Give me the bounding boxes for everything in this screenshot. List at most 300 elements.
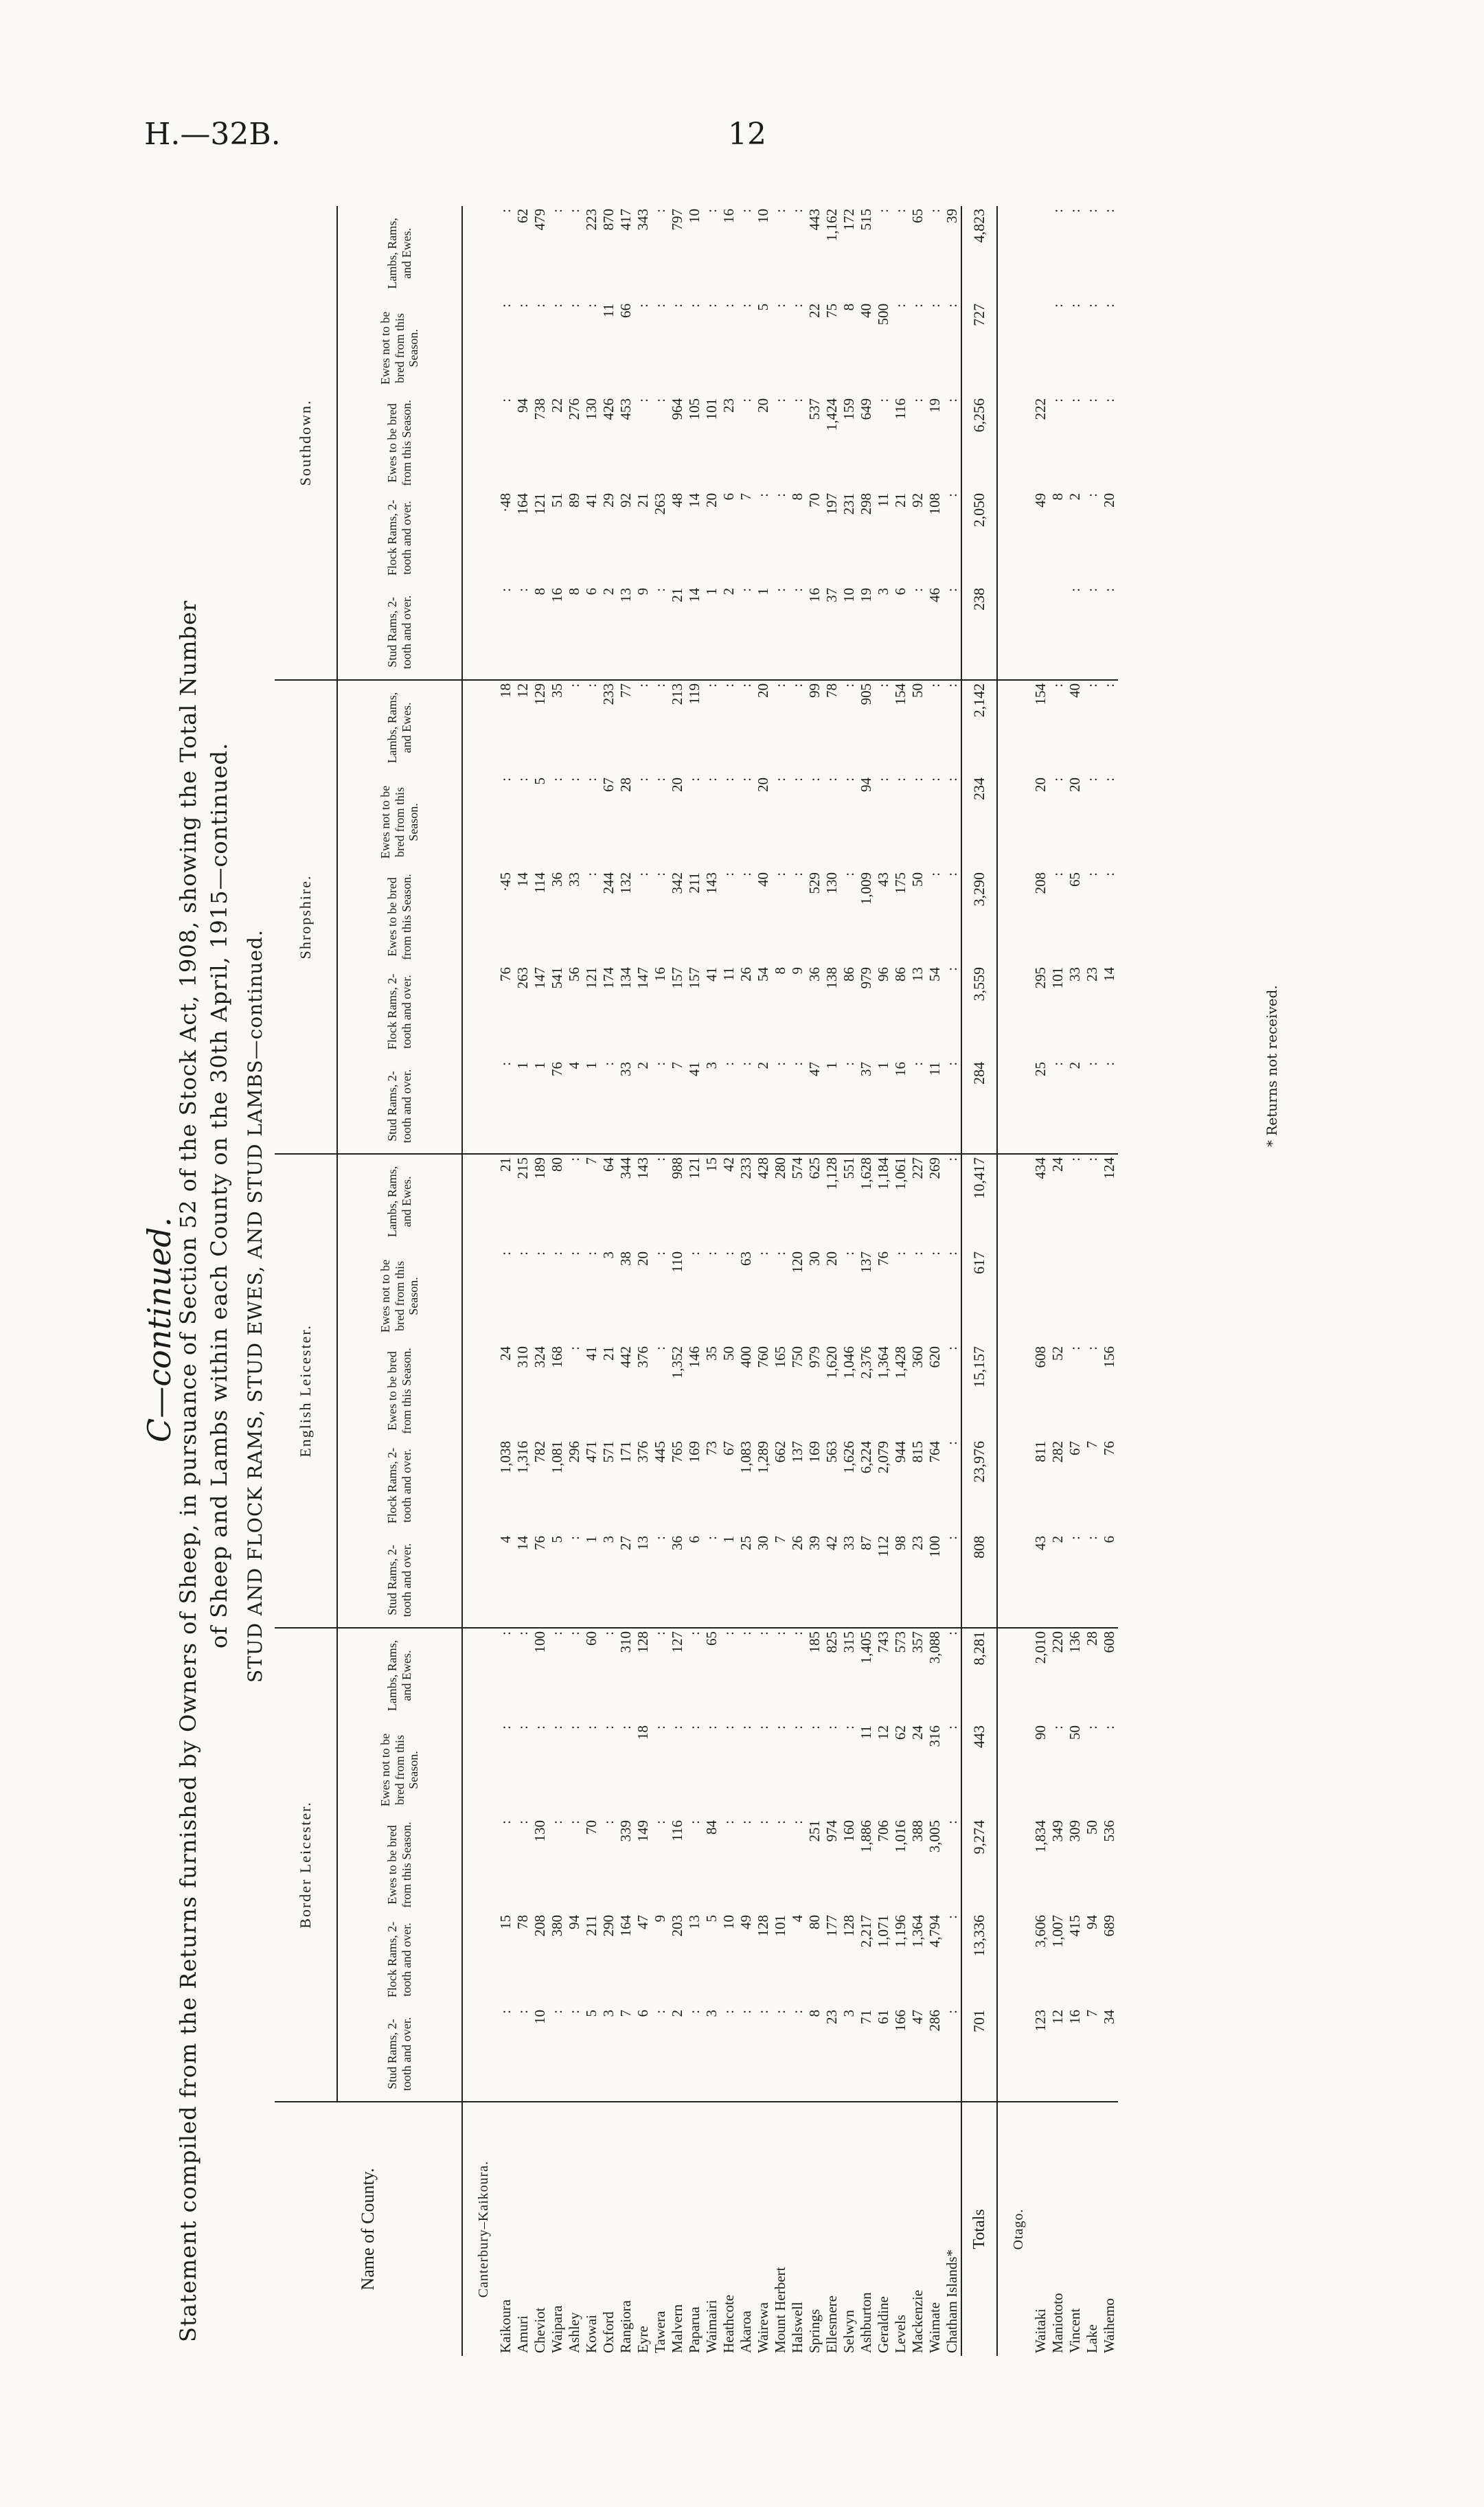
value-cell: 143 [703,872,720,894]
value-cell: 9,274 [961,1817,997,1912]
value-cell: 964 [669,398,685,420]
empty-cell [462,1628,497,1723]
value-cell: : [1084,1157,1100,1161]
table-row [566,206,583,2356]
column-header: Ewes not to be bred from this Season. [337,775,462,870]
value-cell: : [1101,1725,1117,1729]
value-cell [1049,585,1066,680]
value-cell: : [841,1251,857,1256]
empty-cell [462,1723,497,1817]
value-cell: : [841,683,857,688]
value-cell: : [703,303,720,308]
value-cell: 738 [532,398,548,420]
value-cell: 56 [566,966,582,982]
value-cell: : [720,303,737,308]
value-cell: 25 [1032,1059,1049,1154]
value-cell: 21 [669,585,686,680]
value-cell: 203 [669,1915,685,1937]
value-cell: 143 [635,1157,651,1179]
value-cell: : [514,2007,532,2102]
value-cell: 295 [1032,966,1049,989]
value-cell: 15 [497,1915,514,1929]
value-cell: 23 [909,1533,926,1628]
county-name: Amuri [514,2315,531,2353]
value-cell: 208 [1032,872,1049,894]
value-cell: 8 [789,492,806,501]
empty-cell [462,1343,497,1438]
county-name: Wairewa [755,2302,771,2353]
value-cell: 70 [806,492,823,508]
value-cell: : [789,1820,806,1824]
county-name: Mackenzie [909,2289,926,2353]
value-cell: : [566,777,582,782]
value-cell: : [497,777,514,782]
table-row [926,206,944,2356]
value-cell: 10 [755,208,771,223]
value-cell: : [720,1251,737,1256]
value-cell: 14 [514,872,531,887]
value-cell: 65 [703,1631,720,1646]
value-cell: 13 [635,1533,652,1628]
statement-subtitle: STUD AND FLOCK RAMS, STUD EWES, AND STUD LAMBS—continued. [244,929,266,1683]
value-cell: 11 [858,1725,874,1740]
value-cell: 156 [1101,1346,1117,1368]
value-cell: : [926,208,943,213]
value-cell: 453 [617,398,634,420]
value-cell: 38 [617,1251,634,1266]
value-cell: : [772,683,788,688]
value-cell: 154 [892,683,909,705]
value-cell: 50 [1066,1725,1083,1740]
value-cell: 86 [892,966,909,982]
value-cell: 25 [738,1533,755,1628]
county-name: Levels [892,2315,909,2353]
value-cell: 40 [755,872,771,887]
page-number: 12 [728,117,766,152]
value-cell: : [497,1631,514,1635]
value-cell: 376 [635,1440,651,1463]
value-cell: 625 [806,1157,823,1179]
value-cell: 40 [858,303,874,318]
value-cell: 536 [1101,1820,1117,1842]
value-cell: : [686,303,703,308]
value-cell: : [703,1725,720,1729]
empty-cell [462,964,497,1059]
value-cell: : [583,872,600,876]
value-cell: 42 [720,1157,737,1172]
empty-cell [997,1343,1032,1438]
breed-header-southdown: Southdown. [275,206,337,680]
value-cell: : [497,303,514,308]
value-cell: 36 [806,966,823,982]
value-cell: 48 [669,492,685,508]
value-cell: 343 [635,208,651,231]
value-cell: : [669,303,685,308]
value-cell: 51 [549,492,565,508]
value-cell: : [652,1820,668,1824]
value-cell: : [909,1251,926,1256]
county-name: Selwyn [841,2310,857,2353]
value-cell: 3 [703,1059,720,1154]
value-cell: 164 [617,1915,634,1937]
table-row [841,206,858,2356]
value-cell: 1,289 [755,1440,771,1474]
column-header: Stud Rams, 2-tooth and over. [337,1533,462,1628]
value-cell: 67 [600,777,617,792]
value-cell: 197 [823,492,840,515]
value-cell: : [1066,1533,1084,1628]
value-cell: 988 [669,1157,685,1179]
value-cell: : [703,1251,720,1256]
empty-cell [462,1912,497,2007]
value-cell: : [755,2007,772,2102]
value-cell: : [600,1059,617,1154]
value-cell: : [738,777,754,782]
value-cell: : [738,1059,755,1154]
value-cell: : [566,683,582,688]
value-cell: 20 [755,683,771,698]
value-cell: 7 [772,1533,789,1628]
value-cell: 782 [532,1440,548,1463]
value-cell: 23 [720,398,737,413]
value-cell: 3 [841,2007,858,2102]
column-header: Ewes not to be bred from this Season. [337,1723,462,1817]
value-cell: 944 [892,1440,909,1463]
value-cell: : [892,303,909,308]
value-cell: : [1066,585,1084,680]
value-cell: 284 [961,1059,997,1154]
value-cell: 662 [772,1440,788,1463]
value-cell: 825 [823,1631,840,1653]
value-cell: 649 [858,398,874,420]
value-cell: : [549,1725,565,1729]
value-cell: 20 [1066,777,1083,792]
value-cell: 7 [617,2007,635,2102]
value-cell: 315 [841,1631,857,1653]
value-cell: 76 [532,1533,549,1628]
value-cell: 479 [532,208,548,231]
value-cell: : [823,1725,840,1729]
value-cell: 76 [497,966,514,982]
value-cell: 324 [532,1346,548,1368]
value-cell: 6 [892,585,909,680]
value-cell: 298 [858,492,874,515]
value-cell: 137 [858,1251,874,1273]
value-cell: 415 [1066,1915,1083,1937]
value-cell: 16 [549,585,566,680]
value-cell: : [738,1631,754,1635]
value-cell: 147 [532,966,548,989]
value-cell: : [549,1820,565,1824]
value-cell: : [652,1251,668,1256]
value-cell: 500 [875,303,891,326]
value-cell: : [926,872,943,876]
value-cell: : [944,872,960,876]
value-cell: : [497,1251,514,1256]
value-cell: 13 [686,1915,703,1929]
value-cell: : [686,1820,703,1824]
value-cell: 92 [909,492,926,508]
value-cell: 227 [909,1157,926,1179]
value-cell: 208 [532,1915,548,1937]
value-cell: 2 [1049,1533,1066,1628]
county-name: Ellesmere [823,2295,840,2353]
value-cell: 7 [583,1157,600,1165]
value-cell: : [841,777,857,782]
value-cell: : [720,2007,738,2102]
value-cell: 551 [841,1157,857,1179]
value-cell: : [600,1631,617,1635]
table-row [1049,206,1066,2356]
value-cell: 1 [583,1059,600,1154]
value-cell: 310 [514,1346,531,1368]
value-cell: 349 [1049,1820,1066,1842]
region-heading: Otago. [1010,2208,1026,2250]
value-cell: 40 [1066,683,1083,698]
value-cell: 215 [514,1157,531,1179]
value-cell: : [772,585,789,680]
value-cell: 64 [600,1157,617,1172]
value-cell: : [789,1059,806,1154]
value-cell: 24 [497,1346,514,1361]
column-header: Ewes to be bred from this Season. [337,870,462,964]
value-cell: : [600,1820,617,1824]
value-cell: : [514,585,532,680]
column-header: Stud Rams, 2-tooth and over. [337,1059,462,1154]
value-cell: : [944,1440,960,1445]
value-cell: 20 [755,398,771,413]
value-cell: : [789,208,806,213]
value-cell: 78 [514,1915,531,1929]
value-cell: 6 [720,492,737,501]
value-cell: 14 [686,585,703,680]
value-cell: 22 [549,398,565,413]
value-cell: 94 [858,777,874,792]
value-cell: : [1066,1157,1083,1161]
value-cell: : [944,683,960,688]
column-header: Lambs, Rams, and Ewes. [337,680,462,775]
value-cell: 12 [875,1725,891,1740]
empty-cell [462,1249,497,1343]
value-cell: : [652,398,668,402]
region-heading: Canterbury–Kaikoura. [475,2160,491,2298]
value-cell: : [497,1820,514,1824]
value-cell: 50 [720,1346,737,1361]
value-cell: 2,217 [858,1915,874,1948]
value-cell: 286 [926,2007,944,2102]
value-cell: 743 [875,1631,891,1653]
value-cell: : [755,1251,771,1256]
value-cell: 1,083 [738,1440,754,1474]
value-cell: : [909,777,926,782]
value-cell [1032,1249,1049,1343]
value-cell: : [875,683,891,688]
value-cell: 65 [909,208,926,223]
table-row [720,206,738,2356]
empty-cell [997,1533,1032,1628]
value-cell: 100 [926,1533,944,1628]
value-cell: 4 [789,1915,806,1922]
column-header: Ewes to be bred from this Season. [337,396,462,490]
value-cell: 11 [720,966,737,982]
value-cell: 37 [823,585,841,680]
empty-cell [997,964,1032,1059]
value-cell: 29 [600,492,617,508]
table-row [1101,206,1118,2356]
value-cell: 9 [789,966,806,975]
value-cell: 76 [875,1251,891,1266]
value-cell: : [703,683,720,688]
table-row [635,206,652,2356]
value-cell: 23 [823,2007,841,2102]
county-name: Tawera [652,2311,668,2353]
value-cell: : [789,303,806,308]
value-cell [1101,1249,1118,1343]
value-cell: 50 [909,683,926,698]
table-row [789,206,806,2356]
value-cell: 18 [497,683,514,698]
value-cell: 49 [738,1915,754,1929]
value-cell: : [720,1725,737,1729]
value-cell: 16 [652,966,668,982]
value-cell: 49 [1032,492,1049,508]
value-cell: 233 [738,1157,754,1179]
value-cell: 8 [566,585,583,680]
empty-cell [462,301,497,396]
value-cell: 220 [1049,1631,1066,1653]
table-row [944,206,961,2356]
value-cell: 706 [875,1820,891,1842]
value-cell: : [1049,683,1066,688]
value-cell: : [944,303,960,308]
value-cell: : [583,1725,600,1729]
value-cell: : [652,1157,668,1161]
value-cell: 689 [1101,1915,1117,1937]
value-cell: 33 [1066,966,1083,982]
value-cell: 60 [583,1631,600,1646]
value-cell: 1 [532,1059,549,1154]
empty-cell [462,396,497,490]
value-cell: : [652,777,668,782]
county-name: Cheviot [532,2307,548,2353]
county-name: Waimate [926,2302,943,2353]
value-cell: : [755,1725,771,1729]
value-cell: 11 [600,303,617,318]
value-cell: : [703,777,720,782]
empty-cell [462,1438,497,1533]
value-cell: : [944,777,960,782]
value-cell: 2,142 [961,680,997,775]
value-cell: 16 [720,208,737,223]
value-cell: 54 [926,966,943,982]
value-cell: 2,010 [1032,1631,1049,1664]
value-cell: 1 [875,1059,892,1154]
table-row [806,206,823,2356]
value-cell: : [583,1251,600,1256]
value-cell: : [789,1725,806,1729]
value-cell: 154 [1032,683,1049,705]
value-cell: 20 [823,1251,840,1266]
table-row [892,206,909,2356]
value-cell: 1 [755,585,772,680]
empty-cell [462,490,497,585]
value-cell: 119 [686,683,703,705]
value-cell: 39 [944,208,960,223]
value-cell: : [1101,872,1117,876]
value-cell: 815 [909,1440,926,1463]
column-header: Ewes to be bred from this Season. [337,1343,462,1438]
value-cell: 116 [669,1820,685,1841]
empty-cell [997,2007,1032,2102]
value-cell: 90 [1032,1725,1049,1740]
value-cell: 571 [600,1440,617,1463]
value-cell: : [926,1251,943,1256]
county-name: Kaikoura [497,2299,514,2353]
value-cell: 6 [686,1533,703,1628]
value-cell: : [1084,1725,1100,1729]
value-cell: 445 [652,1440,668,1463]
value-cell: 92 [617,492,634,508]
value-cell: 3 [703,2007,720,2102]
value-cell: 5 [532,777,548,785]
value-cell: : [720,1631,737,1635]
county-name: Waihemo [1101,2298,1117,2353]
value-cell: 608 [1101,1631,1117,1653]
value-cell: 3,606 [1032,1915,1049,1948]
value-cell: 400 [738,1346,754,1368]
value-cell: 1,184 [875,1157,891,1190]
value-cell: 234 [961,775,997,870]
empty-cell [462,870,497,964]
value-cell: 80 [806,1915,823,1929]
value-cell: 101 [703,398,720,420]
value-cell: : [909,303,926,308]
value-cell: : [772,1251,788,1256]
value-cell: 46 [926,585,944,680]
value-cell: 157 [686,966,703,989]
table-row [875,206,892,2356]
county-name: Waitaki [1032,2309,1049,2353]
value-cell: 5 [703,1915,720,1922]
table-row [583,206,600,2356]
value-cell: 24 [909,1725,926,1740]
value-cell: 24 [1049,1157,1066,1172]
value-cell: : [1084,683,1100,688]
value-cell: 75 [823,303,840,318]
value-cell: 2,376 [858,1346,874,1379]
breed-header-english-leicester: English Leicester. [275,1154,337,1628]
value-cell: 18 [635,1725,651,1740]
empty-cell [462,2007,497,2102]
table-row [858,206,875,2356]
value-cell: 211 [686,872,703,894]
value-cell: : [1101,777,1117,782]
value-cell: 276 [566,398,582,420]
value-cell: 1,016 [892,1820,909,1853]
empty-cell [462,775,497,870]
value-cell: : [566,1631,582,1635]
empty-cell [997,1249,1032,1343]
value-cell: 417 [617,208,634,231]
value-cell: : [1084,1533,1101,1628]
value-cell: 280 [772,1157,788,1179]
value-cell: 309 [1066,1820,1083,1842]
value-cell: 20 [755,777,771,792]
value-cell: 1,626 [841,1440,857,1474]
value-cell: 537 [806,398,823,420]
totals-row [961,206,997,2356]
value-cell: 1,162 [823,208,840,242]
